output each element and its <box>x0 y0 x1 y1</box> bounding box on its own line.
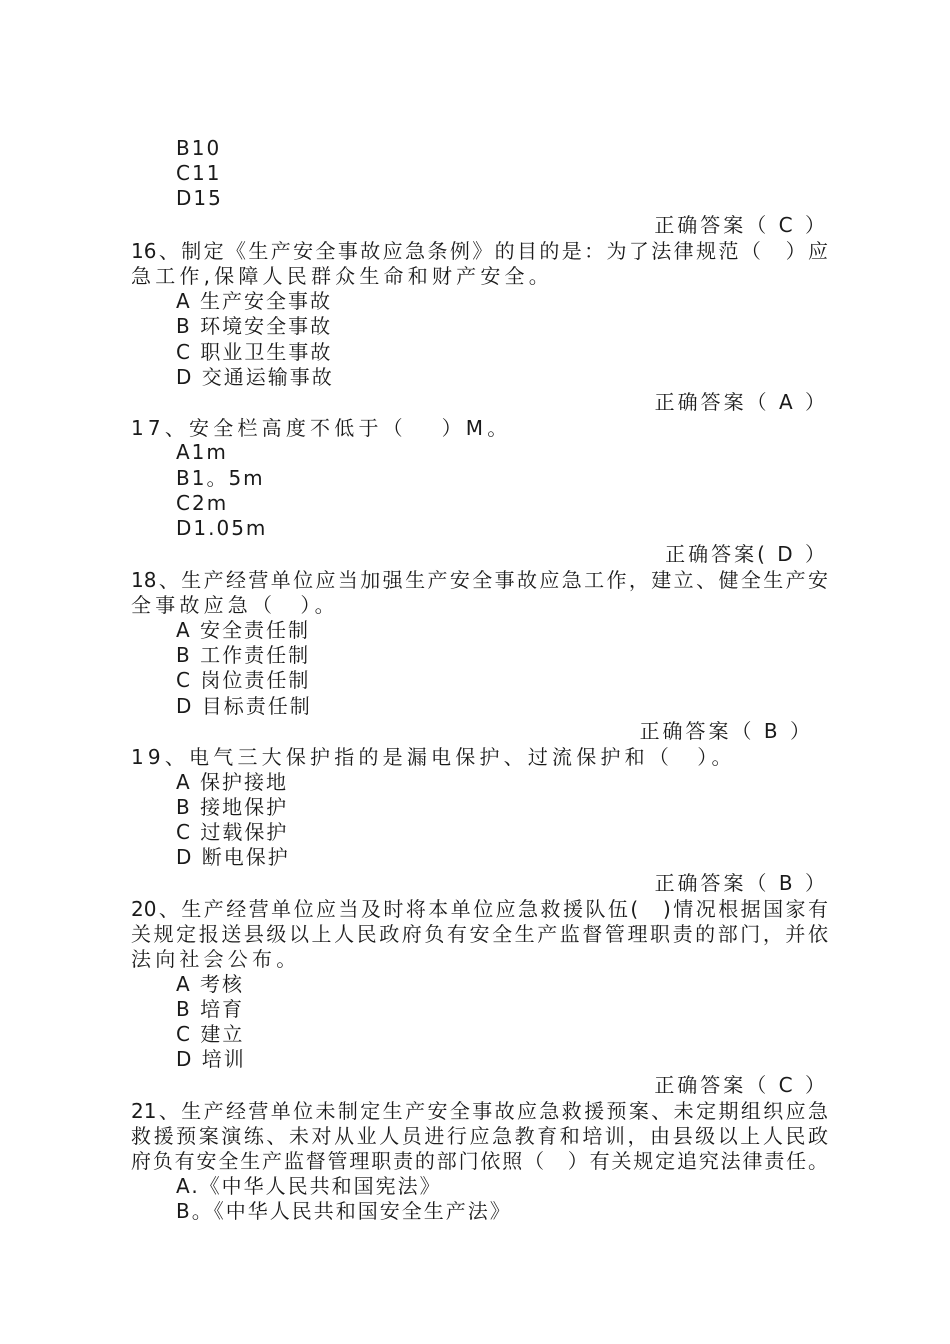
q20-text-line-2: 关规定报送县级以上人民政府负有安全生产监督管理职责的部门，并依 <box>131 922 828 946</box>
q18-text-line-2: 全事故应急（ ）。 <box>131 593 339 617</box>
q17-option-b: B1。5m <box>176 466 265 490</box>
q18-option-c: C 岗位责任制 <box>176 668 311 692</box>
q16-option-c: C 职业卫生事故 <box>176 340 333 364</box>
q15-option-b: B10 <box>176 136 222 160</box>
q17-answer: 正确答案( D ） <box>665 542 828 566</box>
q21-option-a: A.《中华人民共和国宪法》 <box>176 1174 442 1198</box>
q21-option-b: B。《中华人民共和国安全生产法》 <box>176 1199 512 1223</box>
q21-text-line-2: 救援预案演练、未对从业人员进行应急教育和培训，由县级以上人民政 <box>131 1124 828 1148</box>
q20-answer: 正确答案（ C ） <box>654 1073 828 1097</box>
q16-option-b: B 环境安全事故 <box>176 314 333 338</box>
q20-option-b: B 培育 <box>176 997 245 1021</box>
q17-option-c: C2m <box>176 491 229 515</box>
q18-option-a: A 安全责任制 <box>176 618 311 642</box>
q16-option-a: A 生产安全事故 <box>176 289 333 313</box>
q18-text-line-1: 18、生产经营单位应当加强生产安全事故应急工作，建立、健全生产安 <box>131 568 828 592</box>
q19-answer: 正确答案（ B ） <box>654 871 828 895</box>
q17-text-line-1: 17、安全栏高度不低于（ ）M。 <box>131 416 512 440</box>
q21-text-line-1: 21、生产经营单位未制定生产安全事故应急救援预案、未定期组织应急 <box>131 1099 828 1123</box>
q16-text-line-1: 16、制定《生产安全事故应急条例》的目的是：为了法律规范（ ）应 <box>131 239 828 263</box>
q15-option-c: C11 <box>176 161 222 185</box>
q20-text-line-1: 20、生产经营单位应当及时将本单位应急救援队伍( )情况根据国家有 <box>131 897 828 921</box>
q15-option-d: D15 <box>176 186 223 210</box>
q19-option-c: C 过载保护 <box>176 820 289 844</box>
q20-option-d: D 培训 <box>176 1047 246 1071</box>
q16-option-d: D 交通运输事故 <box>176 365 334 389</box>
q16-text-line-2: 急工作,保障人民群众生命和财产安全。 <box>131 264 553 288</box>
q16-answer: 正确答案（ A ） <box>654 390 828 414</box>
q19-option-d: D 断电保护 <box>176 845 290 869</box>
q19-option-a: A 保护接地 <box>176 770 289 794</box>
q20-option-c: C 建立 <box>176 1022 245 1046</box>
q21-text-line-3: 府负有安全生产监督管理职责的部门依照（ ）有关规定追究法律责任。 <box>131 1149 828 1173</box>
q19-text-line-1: 19、电气三大保护指的是漏电保护、过流保护和（ ）。 <box>131 745 736 769</box>
q17-option-d: D1.05m <box>176 516 268 540</box>
q18-option-b: B 工作责任制 <box>176 643 311 667</box>
q20-option-a: A 考核 <box>176 972 245 996</box>
q20-text-line-3: 法向社会公布。 <box>131 947 301 971</box>
q17-option-a: A1m <box>176 440 228 464</box>
q18-option-d: D 目标责任制 <box>176 694 312 718</box>
q15-answer: 正确答案（ C ） <box>654 213 828 237</box>
q19-option-b: B 接地保护 <box>176 795 289 819</box>
q18-answer: 正确答案（ B ） <box>639 719 813 743</box>
